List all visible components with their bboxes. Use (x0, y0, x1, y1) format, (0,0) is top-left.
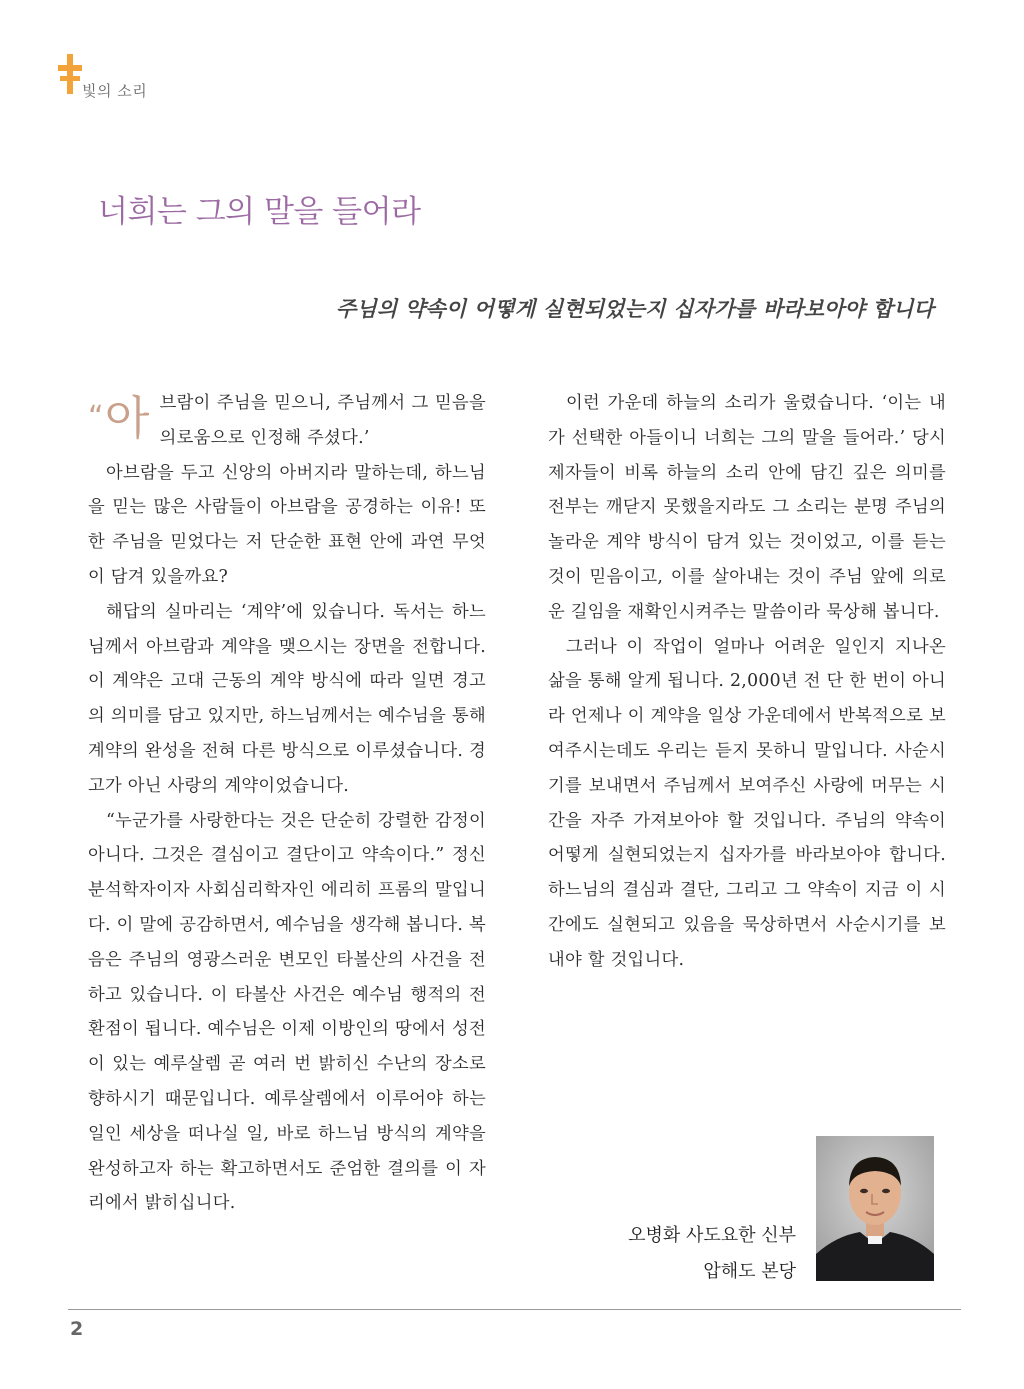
author-credit (628, 1218, 796, 1290)
paragraph: 아브람을 두고 신앙의 아버지라 말하는데, 하느님을 믿는 많은 사람들이 아브람을 공경하는 이유! 또한 주님을 믿었다는 저 단순한 표현 안에 과연 무엇이 담겨 있을까요? (88, 462, 486, 587)
drop-cap: “아 (88, 391, 150, 445)
orange-cross-icon (58, 54, 82, 94)
right-column (548, 386, 946, 978)
paragraph-opening (88, 386, 486, 456)
author-name: 오병화 사도요한 신부 (628, 1225, 796, 1246)
section-label: 빛의 소리 (82, 82, 148, 100)
paragraph: 해답의 실마리는 ‘계약’에 있습니다. 독서는 하느님께서 아브람과 계약을 맺으시는 장면을 전합니다. 이 계약은 고대 근동의 계약 방식에 따라 일면 경고의 의미를 담고 있지만, 하느님께서는 예수님을 통해 계약의 완성을 전혀 다른 방식으로 이루셨습니다. 경고가 아닌 사랑의 계약이었습니다. (88, 601, 486, 796)
footer-divider (68, 1309, 961, 1310)
page-number: 2 (70, 1318, 84, 1340)
article-subtitle: 주님의 약속이 어떻게 실현되었는지 십자가를 바라보아야 합니다 (335, 297, 934, 321)
paragraph: “누군가를 사랑한다는 것은 단순히 강렬한 감정이 아니다. 그것은 결심이고 결단이고 약속이다.” 정신분석학자이자 사회심리학자인 에리히 프롬의 말입니다. 이 말에 공감하면서, 예수님을 생각해 봅니다. 복음은 주님의 영광스러운 변모인 타볼산의 사건을 전하고 있습니다. 이 타볼산 사건은 예수님 행적의 전환점이 됩니다. 예수님은 이제 이방인의 땅에서 성전이 있는 예루살렘 곧 여러 번 밝히신 수난의 장소로 향하시기 때문입니다. 예루살렘에서 이루어야 하는 일인 세상을 떠나실 일, 바로 하느님 방식의 계약을 완성하고자 하는 확고하면서도 준엄한 결의를 이 자리에서 밝히십니다. (88, 810, 486, 1214)
priest-portrait (816, 1136, 934, 1281)
paragraph: 그러나 이 작업이 얼마나 어려운 일인지 지나온 삶을 통해 알게 됩니다. 2,000년 전 단 한 번이 아니라 언제나 이 계약을 일상 가운데에서 반복적으로 보여주시는데도 우리는 듣지 못하니 말입니다. 사순시기를 보내면서 주님께서 보여주신 사랑에 머무는 시간을 자주 가져보아야 할 것입니다. 주님의 약속이 어떻게 실현되었는지 십자가를 바라보아야 합니다. 하느님의 결심과 결단, 그리고 그 약속이 지금 이 시간에도 실현되고 있음을 묵상하면서 사순시기를 보내야 할 것입니다. (548, 636, 946, 970)
paragraph-text: 브람이 주님을 믿으니, 주님께서 그 믿음을 의로움으로 인정해 주셨다.’ (159, 393, 486, 448)
author-parish: 압해도 본당 (703, 1261, 796, 1282)
author-photo (816, 1136, 934, 1281)
paragraph: 이런 가운데 하늘의 소리가 울렸습니다. ‘이는 내가 선택한 아들이니 너희는 그의 말을 들어라.’ 당시 제자들이 비록 하늘의 소리 안에 담긴 깊은 의미를 전부는 깨닫지 못했을지라도 그 소리는 분명 주님의 놀라운 계약 방식이 담겨 있는 것이었고, 이를 듣는 것이 믿음이고, 이를 살아내는 것이 주님 앞에 의로운 길임을 재확인시켜주는 말씀이라 묵상해 봅니다. (548, 393, 946, 622)
left-column (88, 386, 486, 1221)
article-title: 너희는 그의 말을 들어라 (98, 194, 421, 230)
